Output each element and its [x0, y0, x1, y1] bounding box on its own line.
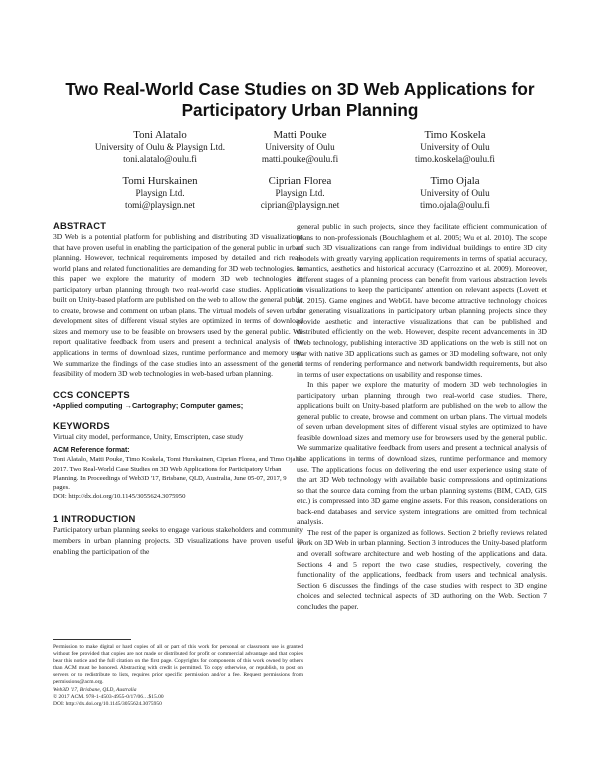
acm-reference-text: Toni Alatalo, Matti Pouke, Timo Koskela, Tomi Hurskainen, Ciprian Florea, and Timo Ojala. 2017. Two Real-World Case Studies on 3D Web Applications for Participatory Urban Planning. In Proceedings of Web3D '17, Brisbane, QLD, Australia, June 05-07, 2017, 9 pages.: [53, 456, 302, 492]
author-email[interactable]: timo.ojala@oulu.fi: [420, 199, 490, 210]
author-affiliation: University of Oulu: [420, 142, 490, 152]
body-paragraph: In this paper we explore the maturity of modern 3D web technologies in participatory urban planning through two real-world case studies. There, applications built on Unity-based platform are published on the web to allow the general public to create, browse and comment on urban plans. The virtual models of seven urban development sites of different visual styles are optimized to have feasible download sizes and memory use for browsers used by the general public. We summarize qualitative feedback from users and present a technical analysis of the applications in terms of download sizes, runtime performance and memory use. The applications focus on delivering the end user experience using state of the art 3D Web technology with available basic compressions and optimizations so that the source data coming from the urban planning systems (BIM, CAD, GIS etc.) is compressed into 3D game engine assets. For this reason, considerations on back-end databases and service system integrations are omitted from technical analysis.: [297, 380, 547, 527]
right-column: [297, 222, 547, 612]
author-name: Timo Koskela: [424, 129, 486, 141]
paper-title: Two Real-World Case Studies on 3D Web Applications for Participatory Urban Planning: [65, 79, 535, 120]
intro-text: Participatory urban planning seeks to engage various stakeholders and community members in urban planning projects. 3D visualizations have proven useful in enabling the participation of the: [53, 525, 303, 556]
permission-copyright: © 2017 ACM. 978-1-4503-4955-0/17/06…$15.00: [53, 693, 164, 700]
permission-block: [53, 644, 303, 708]
author-name: Tomi Hurskainen: [122, 175, 198, 187]
acm-reference-doi[interactable]: DOI: http://dx.doi.org/10.1145/3055624.3075950: [53, 493, 186, 501]
author-email[interactable]: matti.pouke@oulu.fi: [261, 153, 339, 164]
left-column: [53, 220, 303, 557]
author-block: [360, 174, 550, 211]
author-block: [360, 128, 550, 165]
author-name: Timo Ojala: [430, 175, 480, 187]
author-affiliation: University of Oulu: [420, 188, 490, 198]
permission-doi[interactable]: DOI: http://dx.doi.org/10.1145/3055624.3075950: [53, 700, 162, 707]
author-affiliation: Playsign Ltd.: [275, 188, 325, 198]
abstract-text: 3D Web is a potential platform for publishing and distributing 3D visualizations that have proven useful in enabling the participation of the general public in urban planning. However, technical requirements imposed by detailed and rich real-world plans and related functionalities are demanding for 3D web technologies. In this paper we explore the maturity of modern 3D web technologies in participatory urban planning through two real-world case studies. Applications built on Unity-based platform are published on the web to allow the general public to create, browse and comment on urban plans. The virtual models of seven urban development sites of different visual styles are optimized in terms of download sizes and memory use to be feasible on browsers used by the general public. We report qualitative feedback from users and present a technical analysis of the applications in terms of download sizes, runtime performance and memory use. We summarize the findings of the case studies into an assessment of the general feasibility of modern 3D web technologies in web-based urban planning.: [53, 232, 303, 379]
author-name: Ciprian Florea: [268, 175, 332, 187]
footnote-divider: [53, 639, 131, 640]
author-name: Matti Pouke: [273, 129, 327, 141]
author-name: Toni Alatalo: [133, 129, 187, 141]
ccs-heading: CCS CONCEPTS: [53, 388, 130, 400]
permission-venue: Web3D '17, Brisbane, QLD, Australia: [53, 686, 137, 693]
intro-heading: 1 INTRODUCTION: [53, 513, 136, 525]
author-email[interactable]: tomi@playsign.net: [125, 199, 195, 210]
keywords-heading: KEYWORDS: [53, 419, 110, 431]
author-email[interactable]: toni.alatalo@oulu.fi: [123, 153, 197, 164]
author-affiliation: University of Oulu: [265, 142, 335, 152]
author-affiliation: Playsign Ltd.: [135, 188, 185, 198]
permission-text: Permission to make digital or hard copies of all or part of this work for personal or classroom use is granted without fee provided that copies are not made or distributed for profit or commercial advantage and that copies bear this notice and the full citation on the first page. Copyrights for components of this work owned by others than ACM must be honored. Abstracting with credit is permitted. To copy otherwise, or republish, to post on servers or to redistribute to lists, requires prior specific permission and/or a fee. Request permissions from permissions@acm.org.: [53, 644, 303, 686]
author-email[interactable]: ciprian@playsign.net: [260, 199, 340, 210]
body-paragraph: general public in such projects, since they facilitate efficient communication of plans to non-professionals (Bouchlaghem et al. 2005; Wu et al. 2010). The scope of such 3D visualizations can range from individual buildings to entire 3D city models with greatly varying application requirements in terms of spatial accuracy, semantics, aesthetics and historical accuracy (Carrozzino et al. 2009). Moreover, different stages of a planning process can benefit from various abstraction levels in visualizations to keep the participants' attention on relevant aspects (Lovett et al. 2015). Game engines and WebGL have become attractive technology choices for generating visualizations in participatory urban planning projects since they provide aesthetic and interactive visualizations that can be published and distributed efficiently on the web. However, despite recent advancements in 3D Web technology, publishing interactive 3D applications on the web is still not on par with native 3D applications such as games or 3D modeling software, not only in terms of rendering performance and network bandwidth requirements, but also in terms of user expectations on usability and response times.: [297, 222, 547, 379]
author-email[interactable]: timo.koskela@oulu.fi: [415, 153, 495, 164]
keywords-text: Virtual city model, performance, Unity, Emscripten, case study: [53, 431, 244, 441]
acm-reference-heading: ACM Reference format:: [53, 447, 130, 455]
acm-reference: [53, 446, 303, 501]
author-affiliation: University of Oulu & Playsign Ltd.: [94, 142, 226, 152]
abstract-heading: ABSTRACT: [53, 220, 107, 231]
body-paragraph: The rest of the paper is organized as follows. Section 2 briefly reviews related work on 3D Web in urban planning. Section 3 introduces the Unity-based platform and overall software architecture and web hosting of the applications and data. Sections 4 and 5 report the two case studies, respectively, covering the functionality of the applications, feedback from users and technical analysis. Section 6 discusses the findings of the case studies with respect to 3D engine choices and selected technical aspects of 3D authoring on the Web. Section 7 concludes the paper.: [297, 527, 547, 611]
ccs-concepts: •Applied computing →Cartography; Computer games;: [53, 400, 244, 410]
